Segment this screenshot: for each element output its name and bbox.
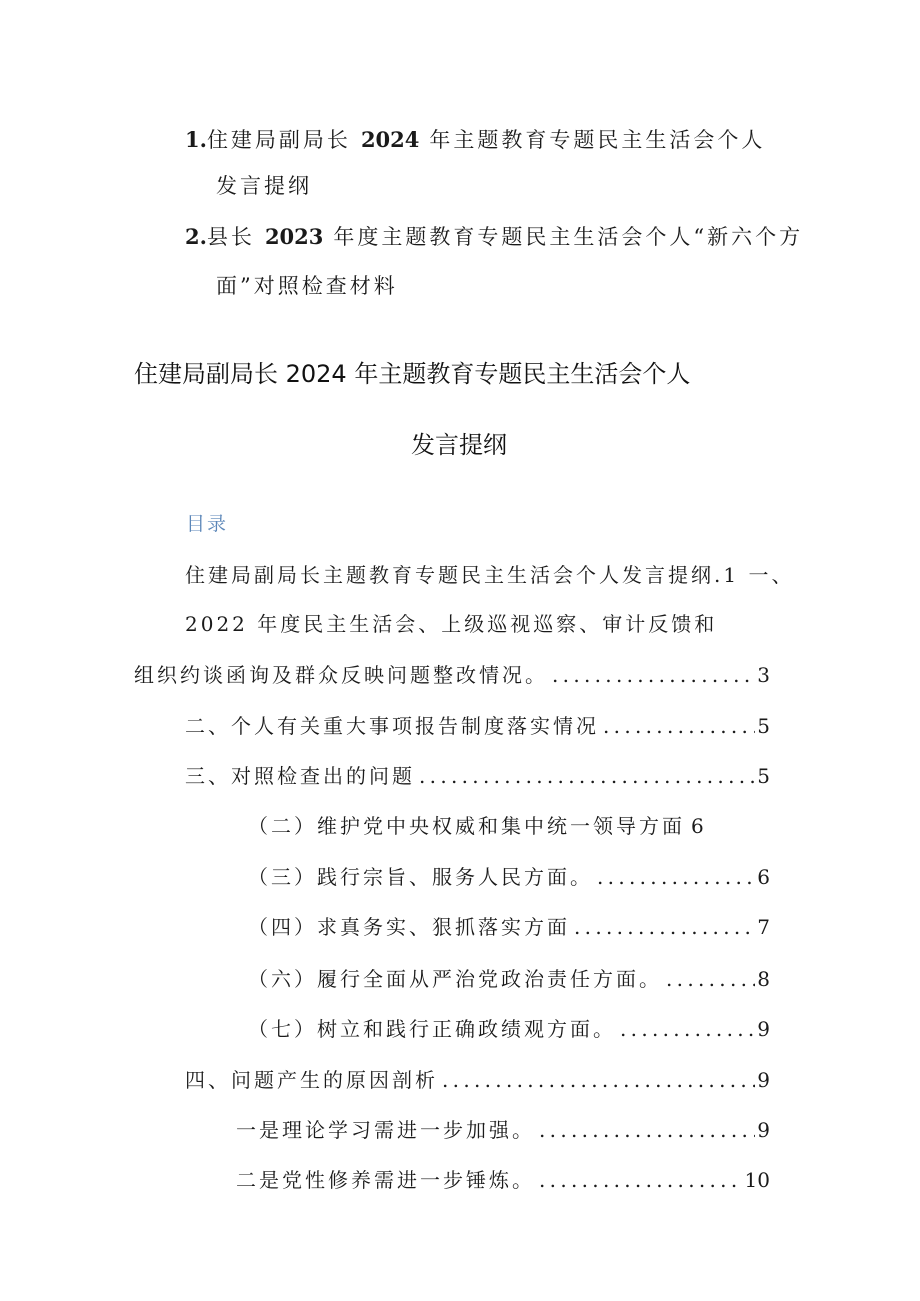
toc-entry-page: 10 [744,1168,770,1192]
contents-item-2 [185,221,803,251]
toc-entry-page: 5 [757,764,770,788]
toc-entry-page: 8 [757,967,770,991]
toc-entry-label: 一是理论学习需进一步加强。 [236,1118,535,1142]
toc-leader-dots [597,865,755,889]
document-title-line2: 发言提纲 [411,431,507,459]
toc-leader-dots [666,967,755,991]
toc-entry-label: 组织约谈函询及群众反映问题整改情况。 [134,663,548,687]
toc-entry-label: 二是党性修养需进一步锤炼。 [236,1168,535,1192]
toc-entry-page: 3 [757,663,770,687]
toc-entry-page: 6 [757,865,770,889]
toc-leader-dots [539,1118,755,1142]
toc-entry[interactable] [185,710,770,739]
toc-entry-label: （六）履行全面从严治党政治责任方面。 [248,967,662,991]
document-title-line1: 住建局副局长 2024 年主题教育专题民主生活会个人 [134,360,691,388]
toc-entry[interactable] [185,1064,770,1093]
toc-entry-label: （二）维护党中央权威和集中统一领导方面 [248,814,685,838]
toc-leader-dots [620,1017,755,1041]
contents-item-text: 住建局副局长 [206,128,351,152]
contents-item-number: 1. [185,127,207,152]
toc-entry-label: （四）求真务实、狠抓落实方面 [248,915,570,939]
toc-entry-page: 6 [691,814,704,838]
toc-entry[interactable] [185,760,770,789]
toc-entry-page: 9 [757,1118,770,1142]
contents-item-text: 年度主题教育专题民主生活会个人“新六个方 [333,225,804,249]
toc-entry[interactable] [248,1013,770,1042]
toc-entry-label: （三）践行宗旨、服务人民方面。 [248,865,593,889]
toc-entry-page: 9 [757,1017,770,1041]
toc-intro-line2: 2022 年度民主生活会、上级巡视巡察、审计反馈和 [185,612,718,636]
toc-entry[interactable] [236,1114,770,1143]
toc-leader-dots [552,663,755,687]
contents-item-text: 县长 [206,225,255,249]
contents-item-2-line2: 面”对照检查材料 [216,274,398,298]
toc-entry-page: 9 [757,1068,770,1092]
toc-entry[interactable] [134,659,770,688]
contents-item-1 [185,124,765,154]
toc-entry[interactable] [236,1164,770,1193]
toc-leader-dots [603,714,755,738]
toc-entry-label: （七）树立和践行正确政绩观方面。 [248,1017,616,1041]
contents-item-1-line2: 发言提纲 [216,174,312,198]
toc-leader-dots [539,1168,743,1192]
toc-entry[interactable] [248,911,770,940]
toc-entry[interactable] [248,963,770,992]
toc-entry[interactable] [248,810,704,839]
toc-entry-label: 四、问题产生的原因剖析 [185,1068,438,1092]
toc-entry[interactable] [248,861,770,890]
toc-heading: 目录 [186,513,229,535]
toc-leader-dots [442,1068,755,1092]
contents-item-text: 年主题教育专题民主生活会个人 [429,128,766,152]
toc-leader-dots [419,764,755,788]
toc-entry-page: 5 [757,714,770,738]
contents-item-year: 2023 [264,224,324,249]
toc-entry-label: 二、个人有关重大事项报告制度落实情况 [185,714,599,738]
toc-leader-dots [574,915,755,939]
toc-entry-label: 三、对照检查出的问题 [185,764,415,788]
toc-intro-line1: 住建局副局长主题教育专题民主生活会个人发言提纲.1 一、 [185,563,795,587]
contents-item-year: 2024 [360,127,420,152]
contents-item-number: 2. [185,224,207,249]
toc-entry-page: 7 [757,915,770,939]
